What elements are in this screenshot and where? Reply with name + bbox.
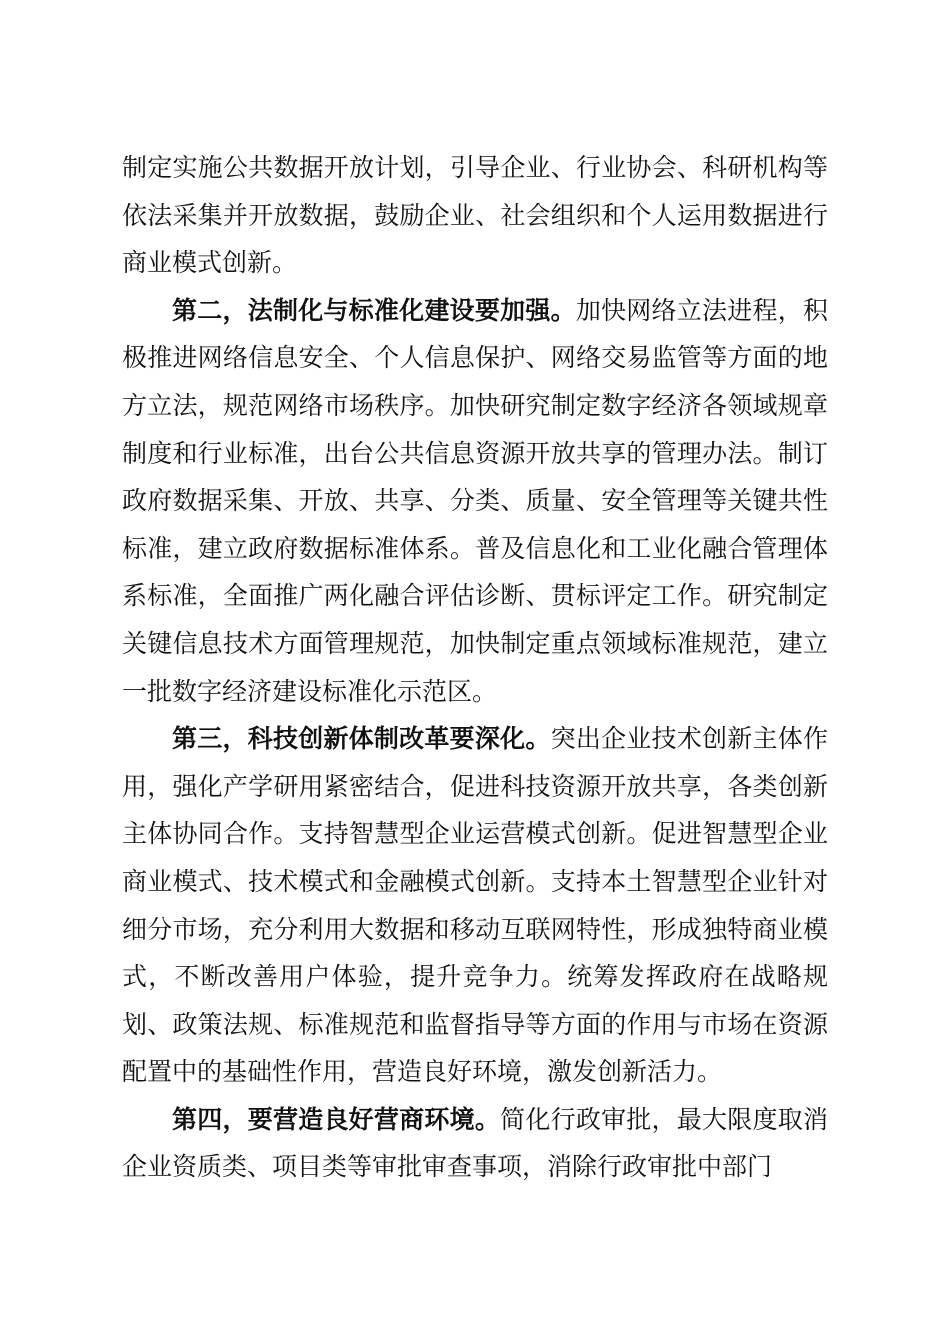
paragraph-third	[122, 715, 828, 1096]
paragraph-heading: 第二，法制化与标准化建设要加强。	[172, 295, 576, 325]
paragraph-body: 简化行政审批，最大限度取消企业资质类、项目类等审批审查事项，消除行政审批中部门	[122, 1104, 828, 1182]
paragraph-fourth	[122, 1096, 828, 1191]
paragraph-continuation	[122, 144, 828, 287]
paragraph-body: 加快网络立法进程，积极推进网络信息安全、个人信息保护、网络交易监管等方面的地方立法，规范网络市场秩序。加快研究制定数字经济各领域规章制度和行业标准，出台公共信息资源开放共享的管理办法。制订政府数据采集、开放、共享、分类、质量、安全管理等关键共性标准，建立政府数据标准体系。普及信息化和工业化融合管理体系标准，全面推广两化融合评估诊断、贯标评定工作。研究制定关键信息技术方面管理规范，加快制定重点领域标准规范，建立一批数字经济建设标准化示范区。	[122, 295, 828, 706]
paragraph-body: 突出企业技术创新主体作用，强化产学研用紧密结合，促进科技资源开放共享，各类创新主体协同合作。支持智慧型企业运营模式创新。促进智慧型企业商业模式、技术模式和金融模式创新。支持本土智慧型企业针对细分市场，充分利用大数据和移动互联网特性，形成独特商业模式，不断改善用户体验，提升竞争力。统筹发挥政府在战略规划、政策法规、标准规范和监督指导等方面的作用与市场在资源配置中的基础性作用，营造良好环境，激发创新活力。	[122, 724, 828, 1087]
document-page	[122, 144, 828, 1191]
paragraph-second	[122, 287, 828, 715]
paragraph-heading: 第三，科技创新体制改革要深化。	[172, 724, 551, 754]
paragraph-heading: 第四，要营造良好营商环境。	[172, 1104, 501, 1134]
paragraph-body: 制定实施公共数据开放计划，引导企业、行业协会、科研机构等依法采集并开放数据，鼓励企业、社会组织和个人运用数据进行商业模式创新。	[122, 153, 828, 278]
